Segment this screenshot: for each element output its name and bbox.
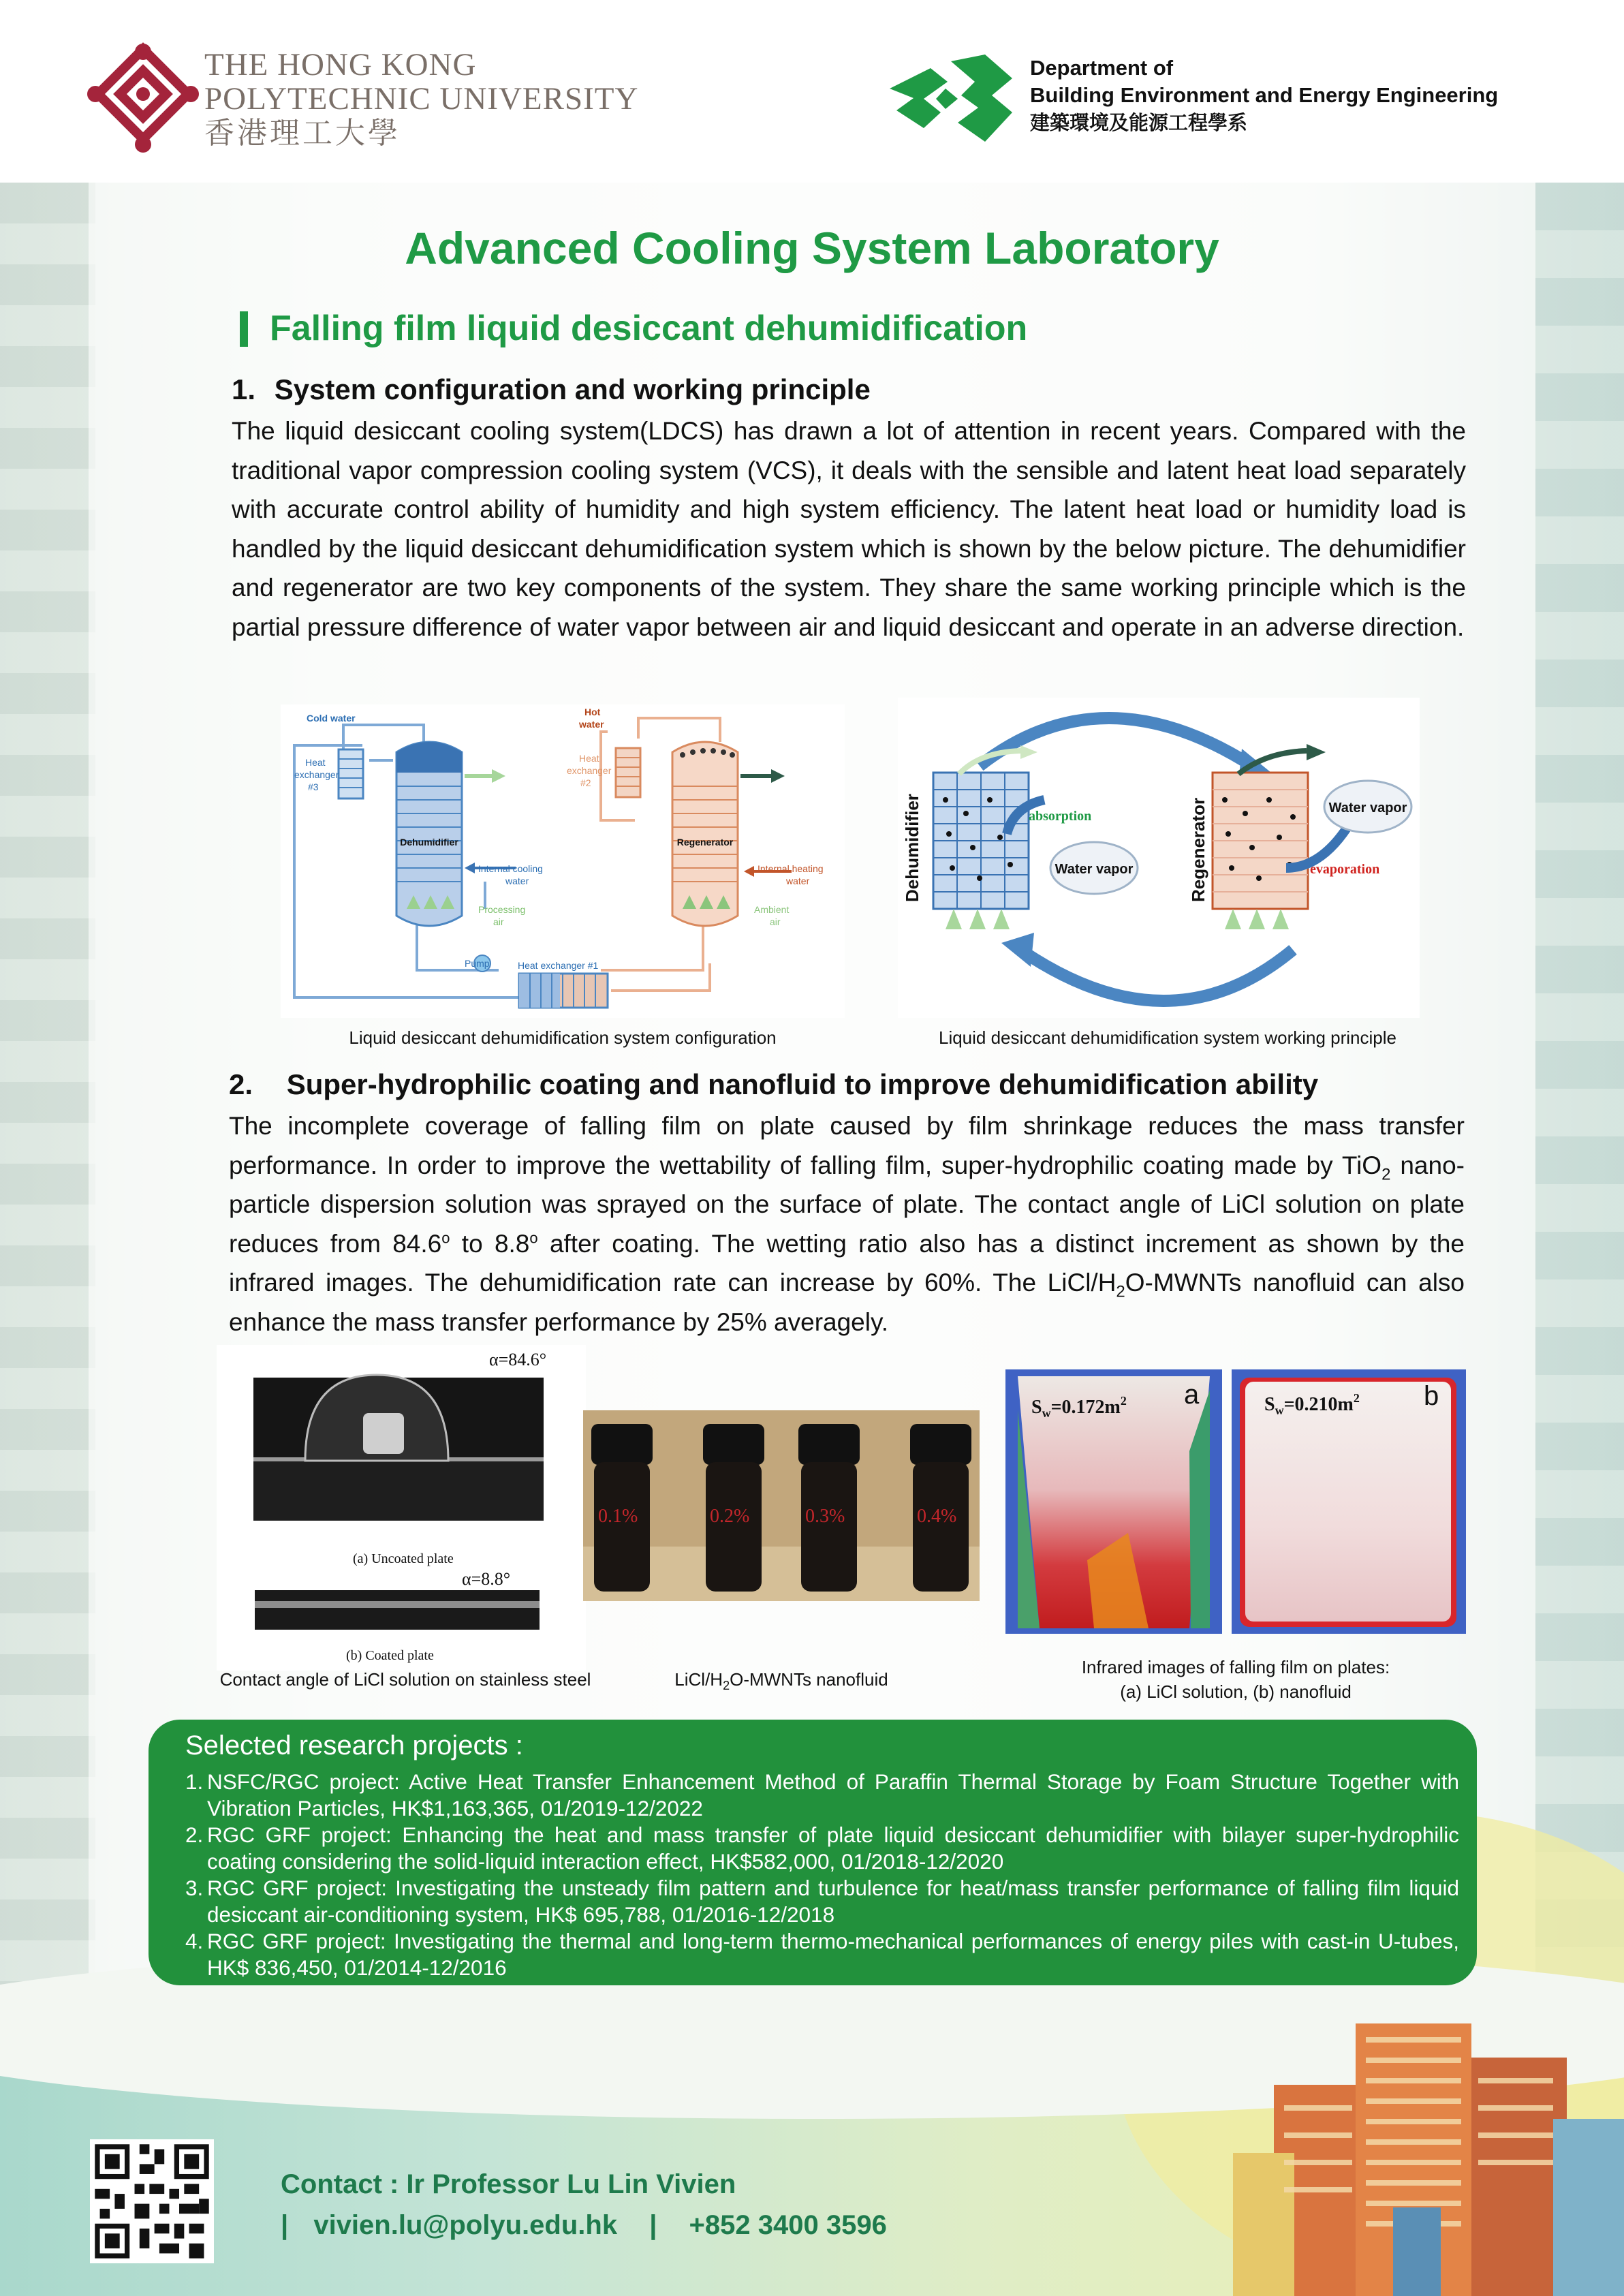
label-dehumidifier: Dehumidifier bbox=[400, 837, 458, 848]
contact-name: Contact : Ir Professor Lu Lin Vivien bbox=[281, 2169, 736, 2199]
contact-separator: | bbox=[281, 2210, 289, 2240]
caption-principle: Liquid desiccant dehumidification system working principle bbox=[938, 1027, 1396, 1048]
label-internal-heating-1: Internal heating bbox=[758, 863, 824, 874]
contact-details bbox=[281, 2210, 887, 2241]
nanofluid-label-2: 0.2% bbox=[710, 1506, 750, 1527]
part1-number: 1. bbox=[232, 373, 256, 405]
label-internal-cooling-1: Internal cooling bbox=[478, 863, 543, 874]
label-hx2-3: #2 bbox=[580, 777, 591, 788]
part2-heading bbox=[229, 1068, 1318, 1101]
angle-coated: α=8.8° bbox=[462, 1569, 511, 1589]
nanofluid-label-3: 0.3% bbox=[805, 1506, 845, 1527]
angle-uncoated: α=84.6° bbox=[489, 1350, 547, 1369]
infrared-image-b bbox=[1232, 1369, 1466, 1634]
building-photo bbox=[1233, 2003, 1624, 2296]
part2-number: 2. bbox=[229, 1068, 253, 1100]
contact-phone[interactable]: +852 3400 3596 bbox=[689, 2210, 887, 2240]
label-hot-water-1: Hot bbox=[584, 707, 601, 717]
infrared-letter-a: a bbox=[1184, 1380, 1200, 1410]
label-processing-2: air bbox=[493, 916, 504, 927]
polyu-logo-icon bbox=[86, 42, 200, 154]
label-hx2-1: Heat bbox=[579, 753, 599, 764]
label-ambient-2: air bbox=[770, 916, 781, 927]
label-internal-cooling-2: water bbox=[505, 875, 529, 886]
department-name: Department of Building Environment and Energy Engineering 建築環境及能源工程學系 bbox=[1030, 56, 1499, 134]
nanofluid-photo bbox=[583, 1410, 980, 1601]
project-item: 3. RGC GRF project: Investigating the unsteady film pattern and turbulence for heat/mass transfer performance of falling film liquid desiccant air-conditioning system, HK$ 695,788, 01/2016-12/2018 bbox=[185, 1876, 1459, 1927]
infrared-a-label: $S_w=0.172m^2$ bbox=[1031, 1394, 1127, 1420]
infrared-letter-b: b bbox=[1424, 1381, 1439, 1411]
part1-paragraph: The liquid desiccant cooling system(LDCS) has drawn a lot of attention in recent years. Compared with the traditional vapor compression cooling system (VCS), it deals with the sensible and latent heat load separately with accurate control ability of humidity and high system efficiency. The latent heat load or humidity load is handled by the liquid desiccant dehumidification system which is shown by the below picture. The dehumidifier and regenerator are two key components of the system. They share the same working principle which is the partial pressure difference of water vapor between air and liquid desiccant and operate in an adverse direction. bbox=[232, 417, 1466, 641]
project-item: 1. NSFC/RGC project: Active Heat Transfer Enhancement Method of Paraffin Thermal Storage by Foam Structure Together with Vibration Particles, HK$1,163,365, 01/2019-12/2022 bbox=[185, 1769, 1459, 1820]
contact-email[interactable]: vivien.lu@polyu.edu.hk bbox=[313, 2210, 618, 2240]
caption-nanofluid: LiCl/$H_2O$-MWNTs nanofluid bbox=[674, 1669, 888, 1693]
contact-separator: | bbox=[649, 2210, 657, 2240]
caption-config: Liquid desiccant dehumidification system configuration bbox=[349, 1027, 777, 1048]
label-evaporation: evaporation bbox=[1310, 862, 1380, 877]
nanofluid-label-1: 0.1% bbox=[598, 1506, 638, 1527]
university-name: THE HONG KONG POLYTECHNIC UNIVERSITY 香港理工大學 bbox=[204, 47, 639, 151]
part2-heading-text: Super-hydrophilic coating and nanofluid to improve dehumidification ability bbox=[286, 1068, 1319, 1100]
caption-infrared-2: (a) LiCl solution, (b) nanofluid bbox=[1120, 1681, 1352, 1702]
part1-heading bbox=[232, 373, 871, 406]
label-cold-water-1: Cold water bbox=[307, 713, 356, 724]
right-building-background bbox=[1535, 183, 1624, 2022]
project-item: 2. RGC GRF project: Enhancing the heat and mass transfer of plate liquid desiccant dehumidifier with bilayer super-hydrophilic coating considering the solid-liquid interaction effect, HK$582,000, 01/2018-12/2020 bbox=[185, 1822, 1459, 1874]
principle-diagram bbox=[898, 698, 1420, 1018]
header bbox=[0, 0, 1624, 183]
infrared-b-label: $S_w=0.210m^2$ bbox=[1264, 1391, 1360, 1417]
label-hx3-3: #3 bbox=[308, 781, 319, 792]
label-uncoated: (a) Uncoated plate bbox=[353, 1551, 454, 1566]
part1-heading-text: System configuration and working principle bbox=[274, 373, 871, 405]
contact-angle-figure bbox=[217, 1345, 586, 1671]
label-regenerator: Regenerator bbox=[676, 837, 734, 848]
label-principle-regenerator: Regenerator bbox=[1188, 797, 1208, 902]
infrared-image-a bbox=[1005, 1369, 1222, 1634]
part2-paragraph: The incomplete coverage of falling film on plate caused by film shrinkage reduces the mass transfer performance. In order to improve the wettability of falling film, super-hydrophilic coating made by TiO$_2$ nano-particle dispersion solution was sprayed on the surface of plate. The contact angle of LiCl solution on plate reduces from 84.6$^o$ to 8.8$^o$ after coating. The wetting ratio also has a distinct increment as shown by the infrared images. The dehumidification rate can increase by 60%. The LiCl/$H_2O$-MWNTs nanofluid can also enhance the mass transfer performance by 25% averagely. bbox=[229, 1112, 1465, 1336]
config-diagram bbox=[281, 704, 845, 1018]
project-item: 4. RGC GRF project: Investigating the thermal and long-term thermo-mechanical performances of energy piles with cast-in U-tubes, HK$ 836,450, 01/2014-12/2016 bbox=[185, 1929, 1459, 1980]
left-building-background bbox=[0, 183, 95, 2022]
projects-title: Selected research projects : bbox=[185, 1731, 523, 1760]
label-absorption: absorption bbox=[1029, 809, 1092, 824]
label-hx1: Heat exchanger #1 bbox=[518, 960, 599, 971]
label-water-vapor-2: Water vapor bbox=[1328, 801, 1407, 816]
section-marker bbox=[240, 311, 248, 347]
label-hx2-2: exchanger bbox=[567, 765, 612, 776]
label-ambient-1: Ambient bbox=[754, 904, 790, 915]
label-pump: Pump bbox=[465, 958, 490, 969]
label-water-vapor-1: Water vapor bbox=[1055, 862, 1134, 877]
label-processing-1: Processing bbox=[478, 904, 526, 915]
research-projects-box bbox=[149, 1720, 1477, 1985]
caption-infrared-1: Infrared images of falling film on plates: bbox=[1081, 1657, 1390, 1677]
label-principle-dehumidifier: Dehumidifier bbox=[902, 794, 922, 902]
section-title: Falling film liquid desiccant dehumidification bbox=[270, 309, 1028, 348]
bee-department-logo-icon bbox=[883, 48, 1019, 149]
poster-title: Advanced Cooling System Laboratory bbox=[405, 223, 1219, 273]
label-hot-water-2: water bbox=[579, 719, 604, 730]
label-hx3-1: Heat bbox=[305, 757, 326, 768]
label-internal-heating-2: water bbox=[786, 875, 810, 886]
label-hx3-2: exchanger bbox=[294, 769, 339, 780]
nanofluid-label-4: 0.4% bbox=[917, 1506, 957, 1527]
caption-contact-angle: Contact angle of LiCl solution on stainless steel bbox=[219, 1669, 591, 1690]
qr-code-icon[interactable] bbox=[90, 2139, 214, 2263]
label-coated: (b) Coated plate bbox=[346, 1648, 434, 1663]
projects-list bbox=[185, 1769, 1459, 1981]
